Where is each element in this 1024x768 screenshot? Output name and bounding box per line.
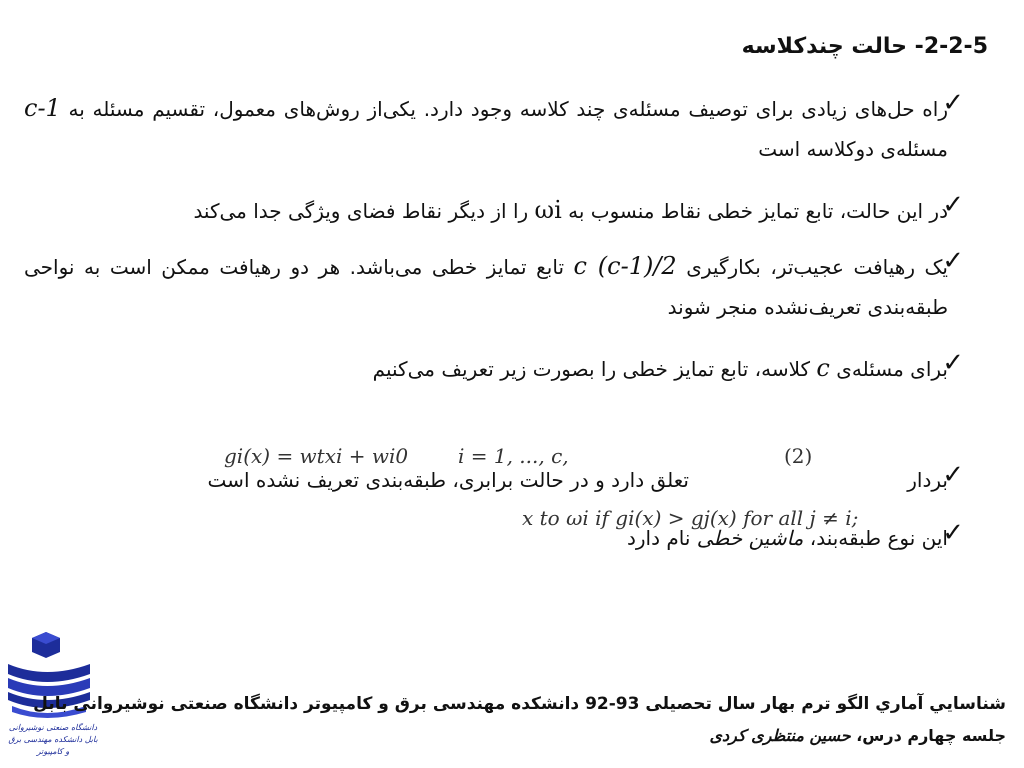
checkmark-icon: ✓ [942, 246, 964, 276]
bullet-text: یک رهیافت عجیب‌تر، بکارگیری c (c-1)/2 تابع تمایز خطی می‌باشد. هر دو رهیافت ممکن است به نواحی طبقه‌بندی تعریف‌نشده منجر شوند [24, 252, 948, 319]
math-inline: ωi [534, 196, 562, 224]
math-inline: c [816, 354, 830, 382]
footer [0, 628, 1024, 768]
checkmark-icon: ✓ [942, 348, 964, 378]
bullet-text: برای مسئله‌ی c کلاسه، تابع تمایز خطی را بصورت زیر تعریف می‌کنیم [372, 354, 948, 382]
bullet-text: بردار [907, 468, 948, 492]
equation-lhs: gi(x) = wtxi + wi0 [224, 444, 409, 468]
author-name: حسین منتظری کردی [709, 726, 851, 745]
logo-caption: دانشگاه صنعتی نوشیروانی بابل دانشکده مهندسی برق و کامپیوتر [8, 723, 98, 756]
section-title: 2-2-5- حالت چندکلاسه [741, 34, 988, 59]
math-inline: c (c-1)/2 [573, 252, 677, 280]
checkmark-icon: ✓ [942, 518, 964, 548]
checkmark-icon: ✓ [942, 460, 964, 490]
course-info: شناسايي آماري الگو ترم بهار سال تحصیلی 93-92 دانشکده مهندسی برق و کامپیوتر دانشگاه صنعتی نوشیروانی بابل [33, 694, 1006, 714]
equation [224, 444, 824, 474]
bullet-text: این نوع طبقه‌بند، ماشین خطی نام دارد [626, 526, 948, 550]
bullet-text: راه حل‌های زیادی برای توصیف مسئله‌ی چند کلاسه وجود دارد. یکی‌از روش‌های معمول، تقسیم مسئله به c-1 مسئله‌ی دوکلاسه است [24, 94, 948, 161]
equation-index: i = 1, ..., c, [458, 444, 569, 468]
session-info: جلسه چهارم درس، حسین منتظری کردی [709, 726, 1006, 745]
math-inline: c-1 [24, 94, 61, 122]
checkmark-icon: ✓ [942, 88, 964, 118]
bullet-text: در این حالت، تابع تمایز خطی نقاط منسوب به ωi را از دیگر نقاط فضای ویژگی جدا می‌کند [193, 196, 948, 224]
equation-number: (2) [784, 444, 813, 468]
checkmark-icon: ✓ [942, 190, 964, 220]
bullet-text: تعلق دارد و در حالت برابری، طبقه‌بندی تعریف نشده است [207, 468, 689, 492]
decision-rule: x to ωi if gi(x) > gj(x) for all j ≠ i; [522, 506, 859, 530]
